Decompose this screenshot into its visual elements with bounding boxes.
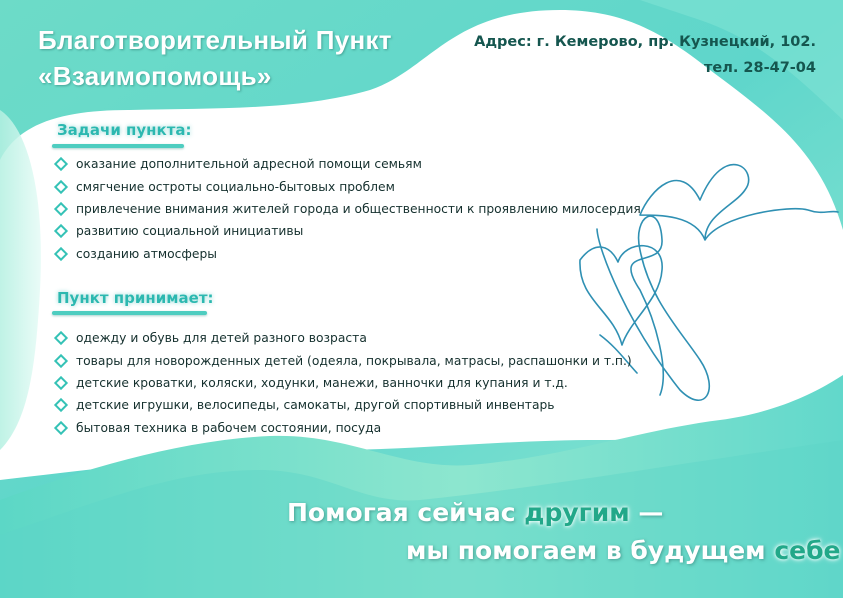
list-item-text: смягчение остроты социально-бытовых проблем (76, 179, 395, 194)
phone-text: тел. 28-47-04 (704, 60, 816, 76)
slogan-line-1-text: Помогая сейчас (287, 498, 525, 527)
bullet-diamond-icon (54, 202, 68, 216)
bullet-diamond-icon (54, 247, 68, 261)
slogan-line-2-text: мы помогаем в будущем (406, 536, 775, 565)
list-item (55, 220, 641, 242)
address-text: Адрес: г. Кемерово, пр. Кузнецкий, 102. (474, 34, 816, 50)
list-item (55, 417, 632, 439)
accepts-heading-underline (52, 311, 207, 315)
list-item-text: созданию атмосферы (76, 246, 218, 261)
slogan-highlight-others: другим (524, 498, 630, 527)
list-item-text: развитию социальной инициативы (76, 224, 304, 239)
page-title (38, 22, 392, 94)
bullet-diamond-icon (54, 354, 68, 368)
title-line-1: Благотворительный Пункт (38, 25, 392, 55)
slogan-highlight-self: себе (774, 536, 841, 565)
bullet-diamond-icon (54, 331, 68, 345)
title-line-2: «Взаимопомощь» (38, 61, 272, 91)
tasks-list (55, 153, 641, 265)
accepts-list (55, 327, 632, 439)
list-item-text: оказание дополнительной адресной помощи семьям (76, 157, 422, 172)
list-item (55, 372, 632, 394)
list-item (55, 349, 632, 371)
slogan-line-1-dash: — (629, 498, 664, 527)
list-item-text: детские игрушки, велосипеды, самокаты, другой спортивный инвентарь (76, 398, 555, 413)
list-item (55, 198, 641, 220)
bullet-diamond-icon (54, 398, 68, 412)
tasks-heading-underline (52, 144, 184, 148)
list-item (55, 327, 632, 349)
bullet-diamond-icon (54, 224, 68, 238)
list-item-text: бытовая техника в рабочем состоянии, посуда (76, 420, 382, 435)
list-item (55, 175, 641, 197)
contact-info (474, 29, 816, 81)
list-item (55, 394, 632, 416)
tasks-heading: Задачи пункта: (57, 121, 192, 139)
list-item (55, 243, 641, 265)
slogan-line-1 (287, 498, 663, 527)
bullet-diamond-icon (54, 376, 68, 390)
bullet-diamond-icon (54, 421, 68, 435)
list-item-text: одежду и обувь для детей разного возраста (76, 331, 367, 346)
list-item (55, 153, 641, 175)
slogan-line-2 (406, 536, 841, 565)
bullet-diamond-icon (54, 157, 68, 171)
list-item-text: товары для новорожденных детей (одеяла, покрывала, матрасы, распашонки и т.п.) (76, 353, 632, 368)
list-item-text: привлечение внимания жителей города и общественности к проявлению милосердия (76, 201, 641, 216)
accepts-heading: Пункт принимает: (57, 289, 214, 307)
bullet-diamond-icon (54, 180, 68, 194)
list-item-text: детские кроватки, коляски, ходунки, манежи, ванночки для купания и т.д. (76, 375, 568, 390)
